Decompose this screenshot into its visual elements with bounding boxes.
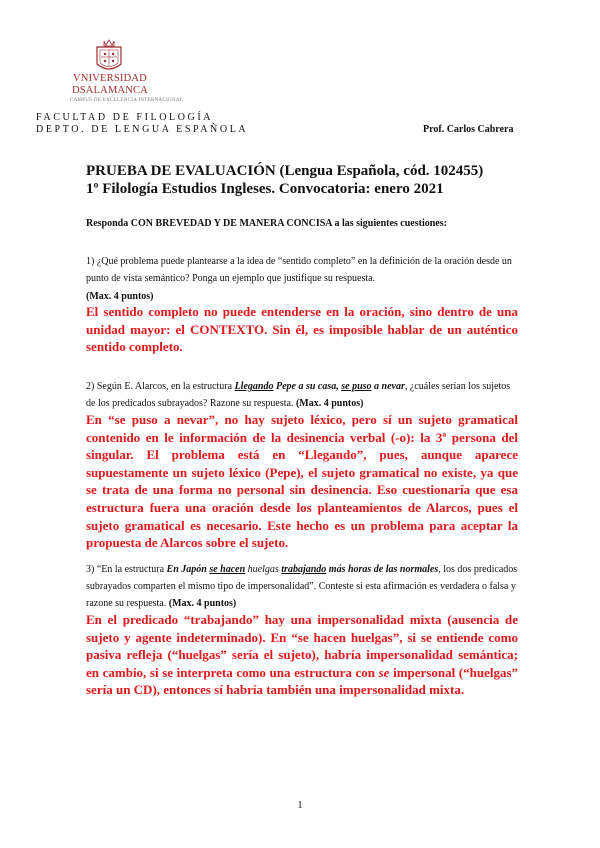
university-crest-icon xyxy=(92,38,126,74)
answer-2: En “se puso a nevar”, no hay sujeto léxico, pero sí un sujeto gramatical contenido en le información de la desinencia verbal (-o): la 3ª persona del singular. El problema está en “Llegando”, pues, aunque aparece supuestamente un sujeto léxico (Pepe), el sujeto gramatical no existe, ya que se trata de una forma no personal sin desinencia. Eso cuestionaría que esa estructura fuera una oración desde los planteamientos de Alarcos, pues el sujeto gramatical es necesario. Este hecho es un problema para aceptar la propuesta de Alarcos sobre el sujeto. xyxy=(86,412,518,551)
question-3-rest: , los dos predicados subrayados comparten el mismo tipo de impersonalidad”. Conteste si esta afirmación es verdadera o falsa y razone su respuesta. xyxy=(86,564,518,609)
question-3-italic-1: En Japón xyxy=(166,564,207,575)
answer-3-se: se xyxy=(378,664,390,680)
exam-title: PRUEBA DE EVALUACIÓN (Lengua Española, cód. 102455) xyxy=(86,163,484,179)
question-3-italic-3: más horas de las normales xyxy=(328,564,439,575)
university-name-line2: DSALAMANCA xyxy=(71,85,149,96)
question-2-intro: 2) Según E. Alarcos, en la estructura xyxy=(86,381,233,392)
question-2 xyxy=(86,378,518,412)
question-3-intro: 3) “En la estructura xyxy=(86,564,165,575)
university-tagline: CAMPUS DE EXCELENCIA INTERNACIONAL xyxy=(70,98,184,103)
department-name: DEPTO. DE LENGUA ESPAÑOLA xyxy=(36,124,249,135)
faculty-name: FACULTAD DE FILOLOGÍA xyxy=(36,112,214,123)
exam-subtitle: 1º Filología Estudios Ingleses. Convocatoria: enero 2021 xyxy=(86,181,444,197)
instructions: Responda CON BREVEDAD Y DE MANERA CONCISA a las siguientes cuestiones: xyxy=(86,218,447,229)
question-2-points: (Max. 4 puntos) xyxy=(295,398,364,409)
question-3-underlined-1: se hacen xyxy=(209,564,246,575)
question-3-points: (Max. 4 puntos) xyxy=(168,598,237,609)
question-2-italic-1: Pepe a su casa, xyxy=(275,381,339,392)
question-3-italic-2: huelgas xyxy=(247,564,279,575)
answer-3-part-a: En el predicado “trabajando” hay una impersonalidad mixta (ausencia de sujeto y agente indeterminado). En “se hacen huelgas”, si se entiende como pasiva refleja (“huelgas” sería el sujeto), habría impersonalidad semántica; en cambio, si se interpreta como una estructura con xyxy=(86,612,518,680)
university-name-line1: VNIVERSIDAD xyxy=(73,73,147,84)
answer-1: El sentido completo no puede entenderse en la oración, sino dentro de una unidad mayor: el CONTEXTO. Sin él, es imposible hablar de un auténtico sentido completo. xyxy=(86,304,518,355)
answer-3-part-b: impersonal (“huelgas” sería un CD), entonces sí habría también una impersonalidad mixta. xyxy=(86,664,519,698)
page-number: 1 xyxy=(297,800,303,811)
question-1 xyxy=(86,253,518,305)
question-3 xyxy=(86,561,518,612)
question-1-points: (Max. 4 puntos) xyxy=(86,291,154,302)
question-1-text: 1) ¿Qué problema puede plantearse a la idea de “sentido completo” en la definición de la oración desde un punto de vista semántico? Ponga un ejemplo que justifique su respuesta. xyxy=(86,256,512,284)
question-2-underlined-2: se puso xyxy=(341,381,372,392)
professor-name: Prof. Carlos Cabrera xyxy=(423,124,514,135)
question-2-italic-2: a nevar xyxy=(374,381,405,392)
question-3-underlined-2: trabajando xyxy=(281,564,327,575)
answer-3 xyxy=(86,611,518,699)
question-2-underlined-1: Llegando xyxy=(234,381,274,392)
question-2-rest: , ¿cuáles serían los sujetos de los predicados subrayados? Razone su respuesta. xyxy=(86,381,511,409)
